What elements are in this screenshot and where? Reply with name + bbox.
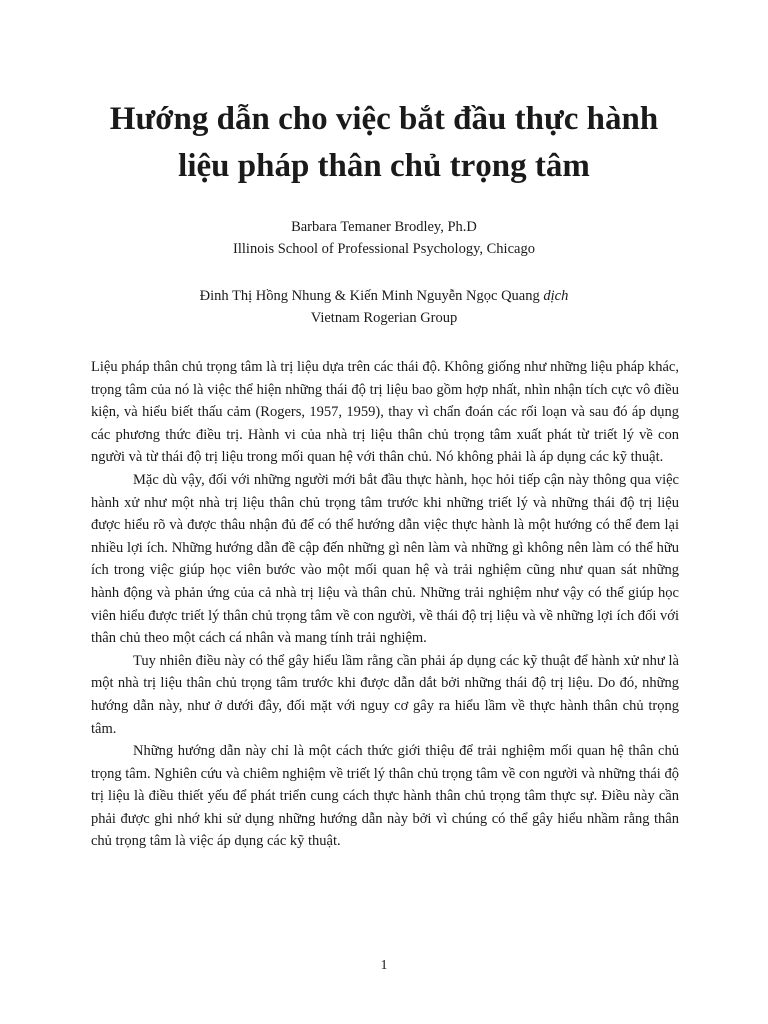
- author-block: [40, 216, 728, 260]
- paragraph-2: Mặc dù vậy, đối với những người mới bắt đầu thực hành, học hỏi tiếp cận này thông qua việc hành xử như một nhà trị liệu thân chủ trọng tâm trước khi những triết lý và những thái độ trị liệu được hiểu rõ và được thâu nhận đủ để có thể hướng dẫn việc thực hành là một hướng có thể đem lại nhiều lợi ích. Những hướng dẫn đề cập đến những gì nên làm và những gì không nên làm có thể hữu ích trong việc giúp học viên bước vào một mối quan hệ và trải nghiệm cũng như quan sát những hành động và phản ứng của cả nhà trị liệu và thân chủ. Những trải nghiệm như vậy có thể giúp học viên hiểu được triết lý thân chủ trọng tâm về con người, về thái độ trị liệu và về những lợi ích đối với thân chủ theo một cách cá nhân và mang tính trải nghiệm.: [91, 471, 679, 647]
- paragraph-4: Những hướng dẫn này chỉ là một cách thức giới thiệu để trải nghiệm mối quan hệ thân chủ trọng tâm. Nghiên cứu và chiêm nghiệm về triết lý thân chủ trọng tâm về con người và những thái độ trị liệu là điều thiết yếu để phát triển cung cách thực hành thân chủ trọng tâm thực sự. Điều này cần phải được ghi nhớ khi sử dụng những hướng dẫn này bởi vì chúng có thể gây hiểu nhầm rằng thân chủ trọng tâm là việc áp dụng các kỹ thuật.: [91, 743, 679, 850]
- translator-block: [40, 285, 728, 329]
- author-name: Barbara Temaner Brodley, Ph.D: [291, 219, 477, 235]
- translator-names: Đinh Thị Hồng Nhung & Kiến Minh Nguyễn Ngọc Quang: [199, 288, 544, 304]
- translator-group: Vietnam Rogerian Group: [310, 310, 458, 326]
- paragraph-3: Tuy nhiên điều này có thể gây hiểu lầm rằng cần phải áp dụng các kỹ thuật để hành xử như là một nhà trị liệu thân chủ trọng tâm trước khi được dẫn dắt bởi những thái độ trị liệu. Do đó, những hướng dẫn này, như ở dưới đây, đối mặt với nguy cơ gây ra hiểu lầm về thực hành thân chủ trọng tâm.: [91, 652, 679, 737]
- translator-line: [40, 285, 728, 307]
- title-line-2: liệu pháp thân chủ trọng tâm: [178, 148, 590, 184]
- paragraph-1: Liệu pháp thân chủ trọng tâm là trị liệu dựa trên các thái độ. Không giống như những liệu pháp khác, trọng tâm của nó là việc thể hiện những thái độ trị liệu bao gồm hợp nhất, nhìn nhận tích cực vô điều kiện, và hiểu biết thấu cảm (Rogers, 1957, 1959), thay vì chẩn đoán các rối loạn và sau đó áp dụng các phương thức điều trị. Hành vi của nhà trị liệu thân chủ trọng tâm xuất phát từ triết lý về con người và từ thái độ trị liệu trong mối quan hệ với thân chủ. Nó không phải là áp dụng các kỹ thuật.: [91, 359, 679, 466]
- translator-role: dịch: [543, 288, 569, 304]
- page-number: 1: [380, 958, 388, 973]
- title-line-1: Hướng dẫn cho việc bắt đầu thực hành: [109, 101, 659, 137]
- author-affiliation: Illinois School of Professional Psychology, Chicago: [233, 241, 535, 257]
- body-text: [91, 356, 679, 853]
- document-title: [40, 96, 728, 190]
